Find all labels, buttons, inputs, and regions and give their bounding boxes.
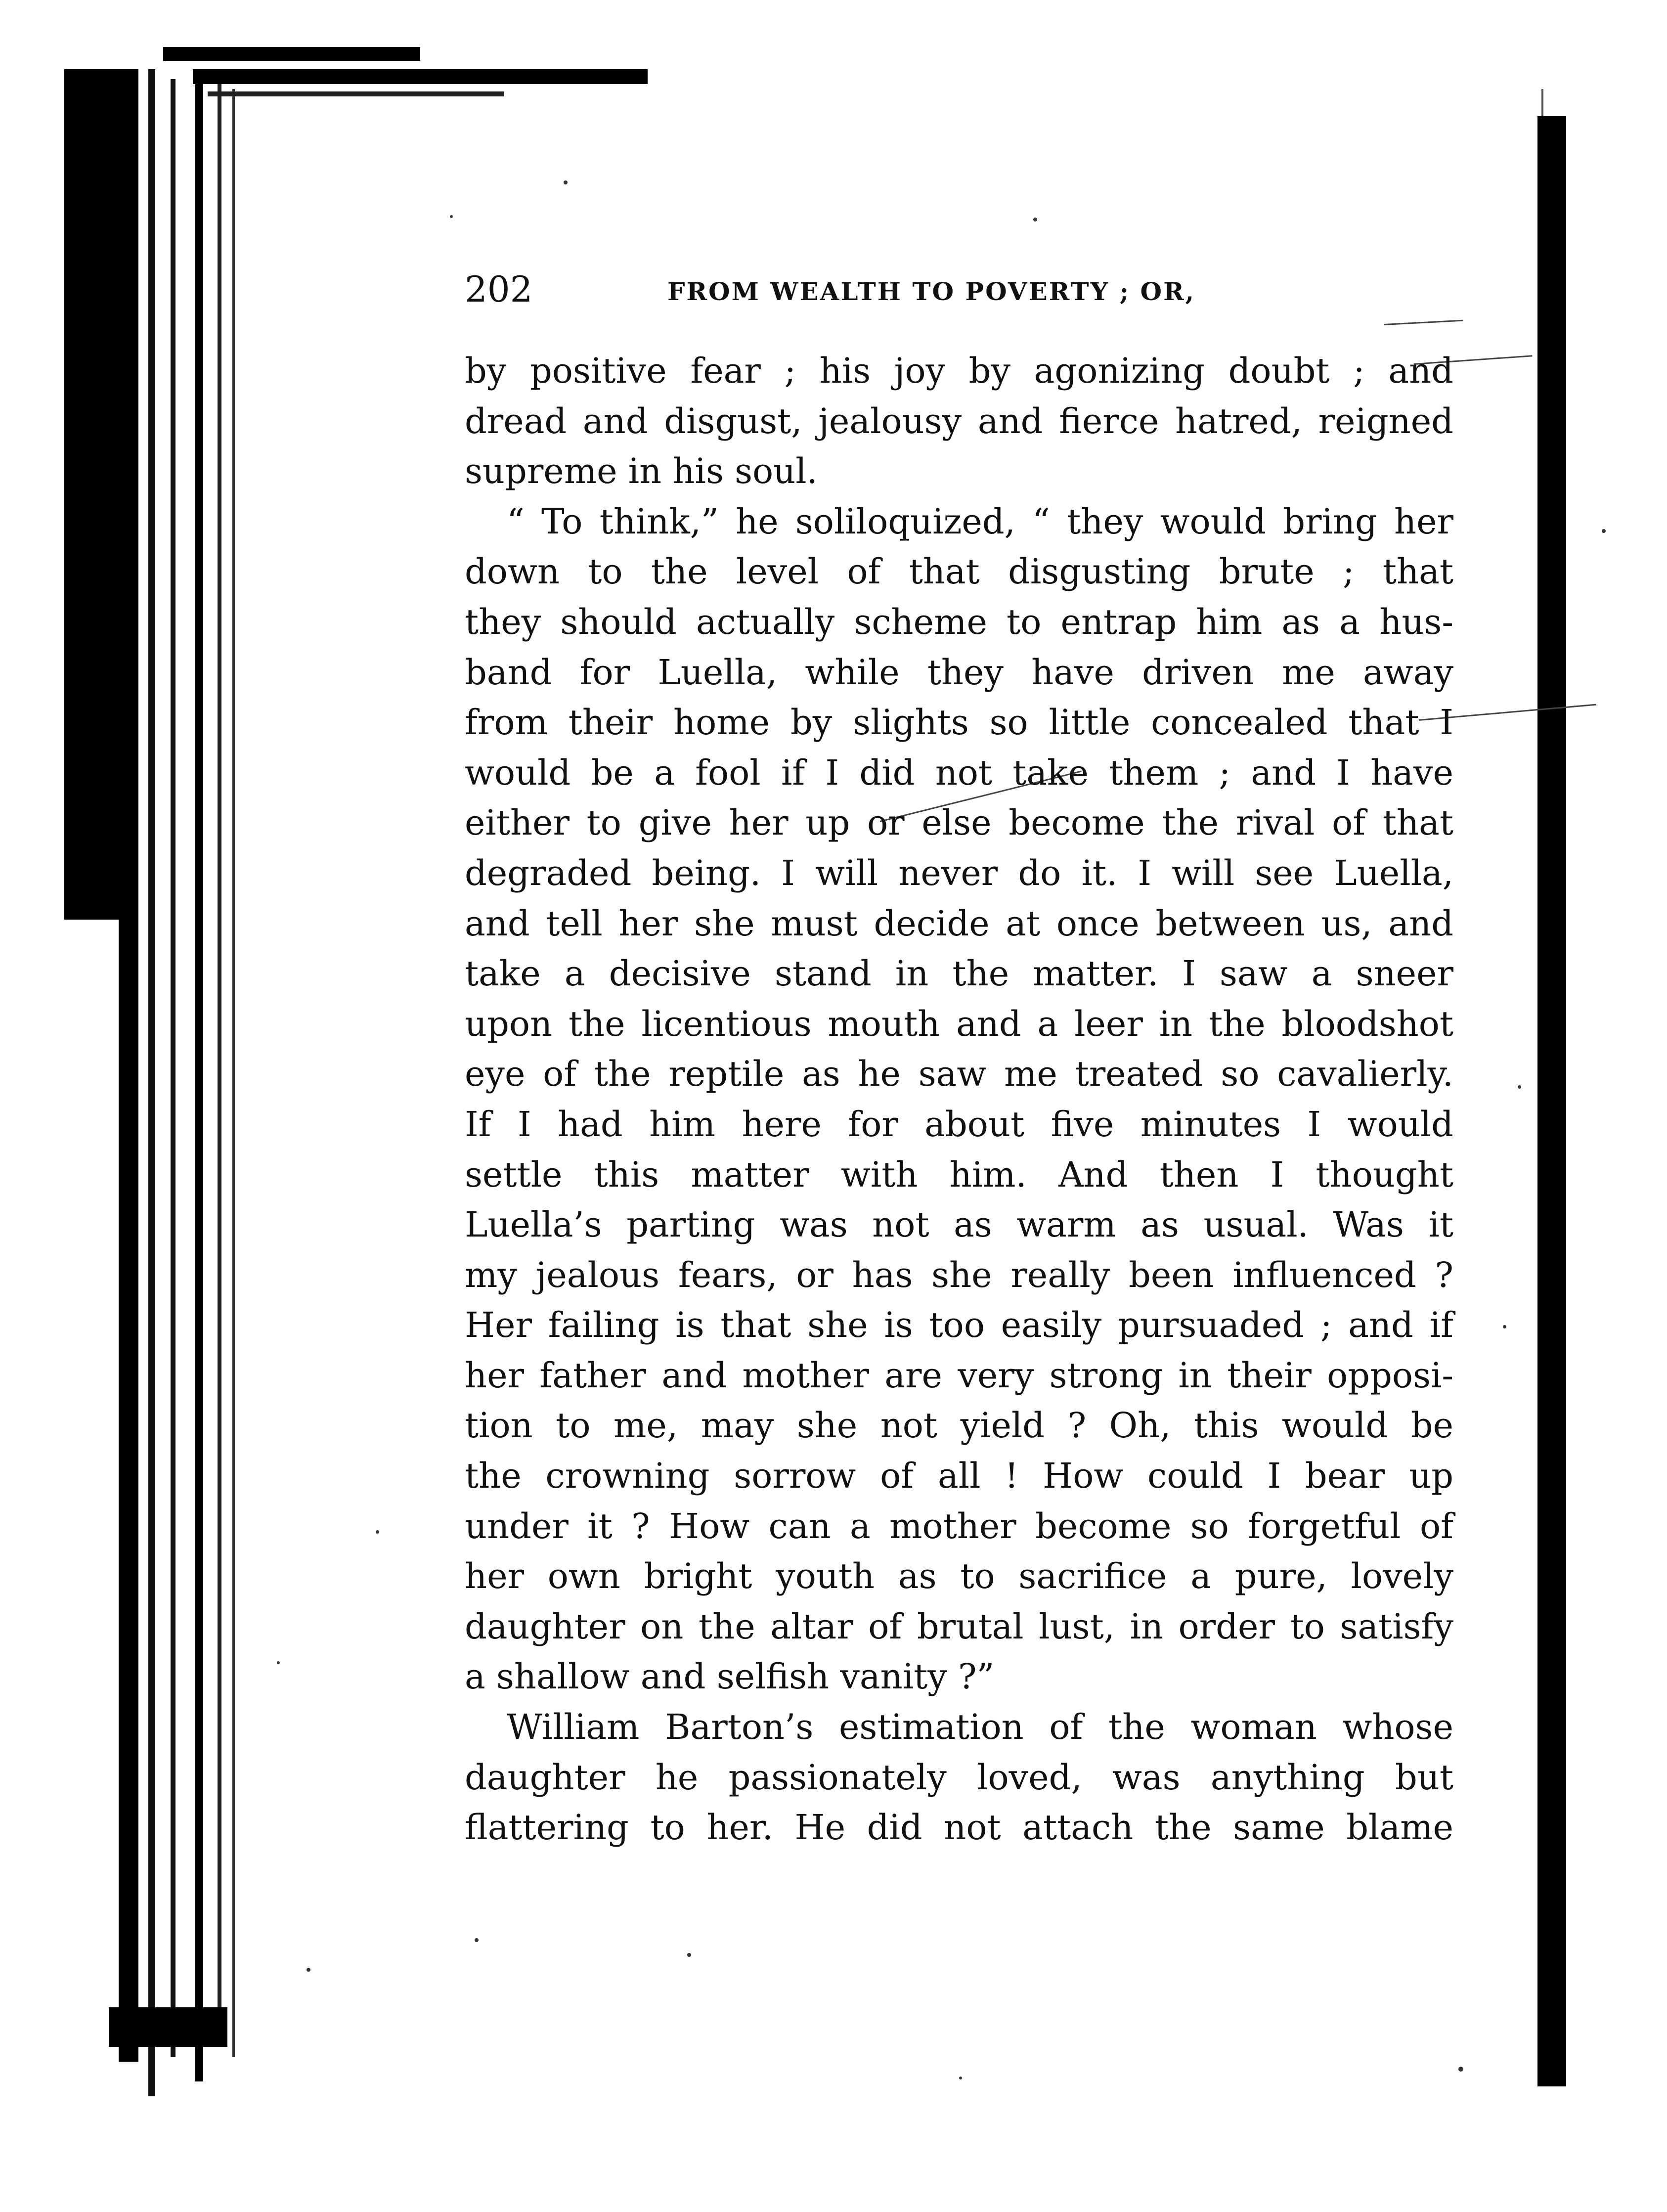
scan-speck — [1602, 529, 1606, 533]
text-line: and tell her she must decide at once between us, and — [465, 903, 1453, 944]
text-line: supreme in his soul. — [465, 451, 818, 492]
scan-binding-edge — [119, 69, 138, 2062]
page-number: 202 — [465, 268, 533, 310]
text-line: Luella’s parting was not as warm as usual. Was it — [465, 1204, 1453, 1245]
text-line: flattering to her. He did not attach the same blame — [465, 1807, 1453, 1848]
text-line: tion to me, may she not yield ? Oh, this would be — [465, 1405, 1453, 1446]
text-line: settle this matter with him. And then I thought — [465, 1154, 1453, 1195]
text-line: If I had him here for about five minutes I would — [465, 1104, 1453, 1145]
pencil-stray-line — [1384, 320, 1463, 325]
scan-speck — [564, 180, 568, 184]
text-line: her father and mother are very strong in their opposi- — [465, 1355, 1453, 1396]
text-line: would be a fool if I did not take them ; and I have — [465, 752, 1453, 793]
scan-top-edge — [208, 91, 504, 96]
scan-speck — [1458, 2067, 1463, 2072]
text-line: from their home by slights so little concealed that I — [465, 702, 1453, 743]
scan-top-edge — [193, 69, 648, 84]
text-line: “ To think,” he soliloquized, “ they would bring her — [507, 501, 1453, 542]
running-header — [465, 267, 1463, 311]
text-line: my jealous fears, or has she really been influenced ? — [465, 1254, 1453, 1295]
text-line: her own bright youth as to sacrifice a pure, lovely — [465, 1556, 1453, 1597]
body-text — [465, 346, 1453, 1853]
running-title: FROM WEALTH TO POVERTY ; OR, — [667, 277, 1196, 306]
scan-speck — [376, 1530, 379, 1534]
scan-edge-line — [195, 74, 203, 2081]
text-line: they should actually scheme to entrap him as a hus- — [465, 601, 1453, 642]
text-line: dread and disgust, jealousy and fierce hatred, reigned — [465, 400, 1453, 442]
text-line: degraded being. I will never do it. I will see Luella, — [465, 852, 1453, 893]
scan-speck — [450, 215, 453, 218]
scan-edge-line — [148, 69, 155, 2096]
text-line: either to give her up or else become the rival of that — [465, 802, 1453, 843]
scan-edge-line — [218, 84, 221, 2012]
scan-speck — [959, 2077, 962, 2079]
text-line: the crowning sorrow of all ! How could I bear up — [465, 1456, 1453, 1497]
scan-speck — [475, 1938, 479, 1942]
text-line: band for Luella, while they have driven me away — [465, 652, 1453, 693]
text-line: William Barton’s estimation of the woman whose — [507, 1707, 1453, 1748]
scan-edge-line — [232, 89, 235, 2057]
scan-bottom-edge — [109, 2007, 227, 2047]
text-line: take a decisive stand in the matter. I saw a sneer — [465, 953, 1453, 994]
text-line: down to the level of that disgusting brute ; that — [465, 551, 1453, 592]
scan-edge-line — [171, 79, 175, 2057]
scan-speck — [307, 1968, 310, 1972]
scan-right-edge-tick — [1541, 89, 1543, 119]
scan-top-edge — [163, 47, 420, 61]
text-line: daughter on the altar of brutal lust, in order to satisfy — [465, 1606, 1453, 1647]
text-line: by positive fear ; his joy by agonizing doubt ; and — [465, 351, 1453, 391]
text-line: eye of the reptile as he saw me treated so cavalierly. — [465, 1054, 1453, 1095]
scan-speck — [687, 1953, 691, 1957]
text-line: under it ? How can a mother become so forgetful of — [465, 1505, 1453, 1547]
text-line: daughter he passionately loved, was anything but — [465, 1757, 1453, 1798]
scan-speck — [1503, 1325, 1506, 1328]
scan-speck — [1033, 218, 1037, 221]
text-line: a shallow and selfish vanity ?” — [465, 1656, 995, 1697]
text-line: upon the licentious mouth and a leer in the bloodshot — [465, 1003, 1453, 1044]
scan-speck — [1518, 1085, 1521, 1089]
text-line: Her failing is that she is too easily pursuaded ; and if — [465, 1305, 1453, 1346]
scan-speck — [277, 1661, 280, 1664]
scan-right-edge — [1537, 116, 1566, 2086]
